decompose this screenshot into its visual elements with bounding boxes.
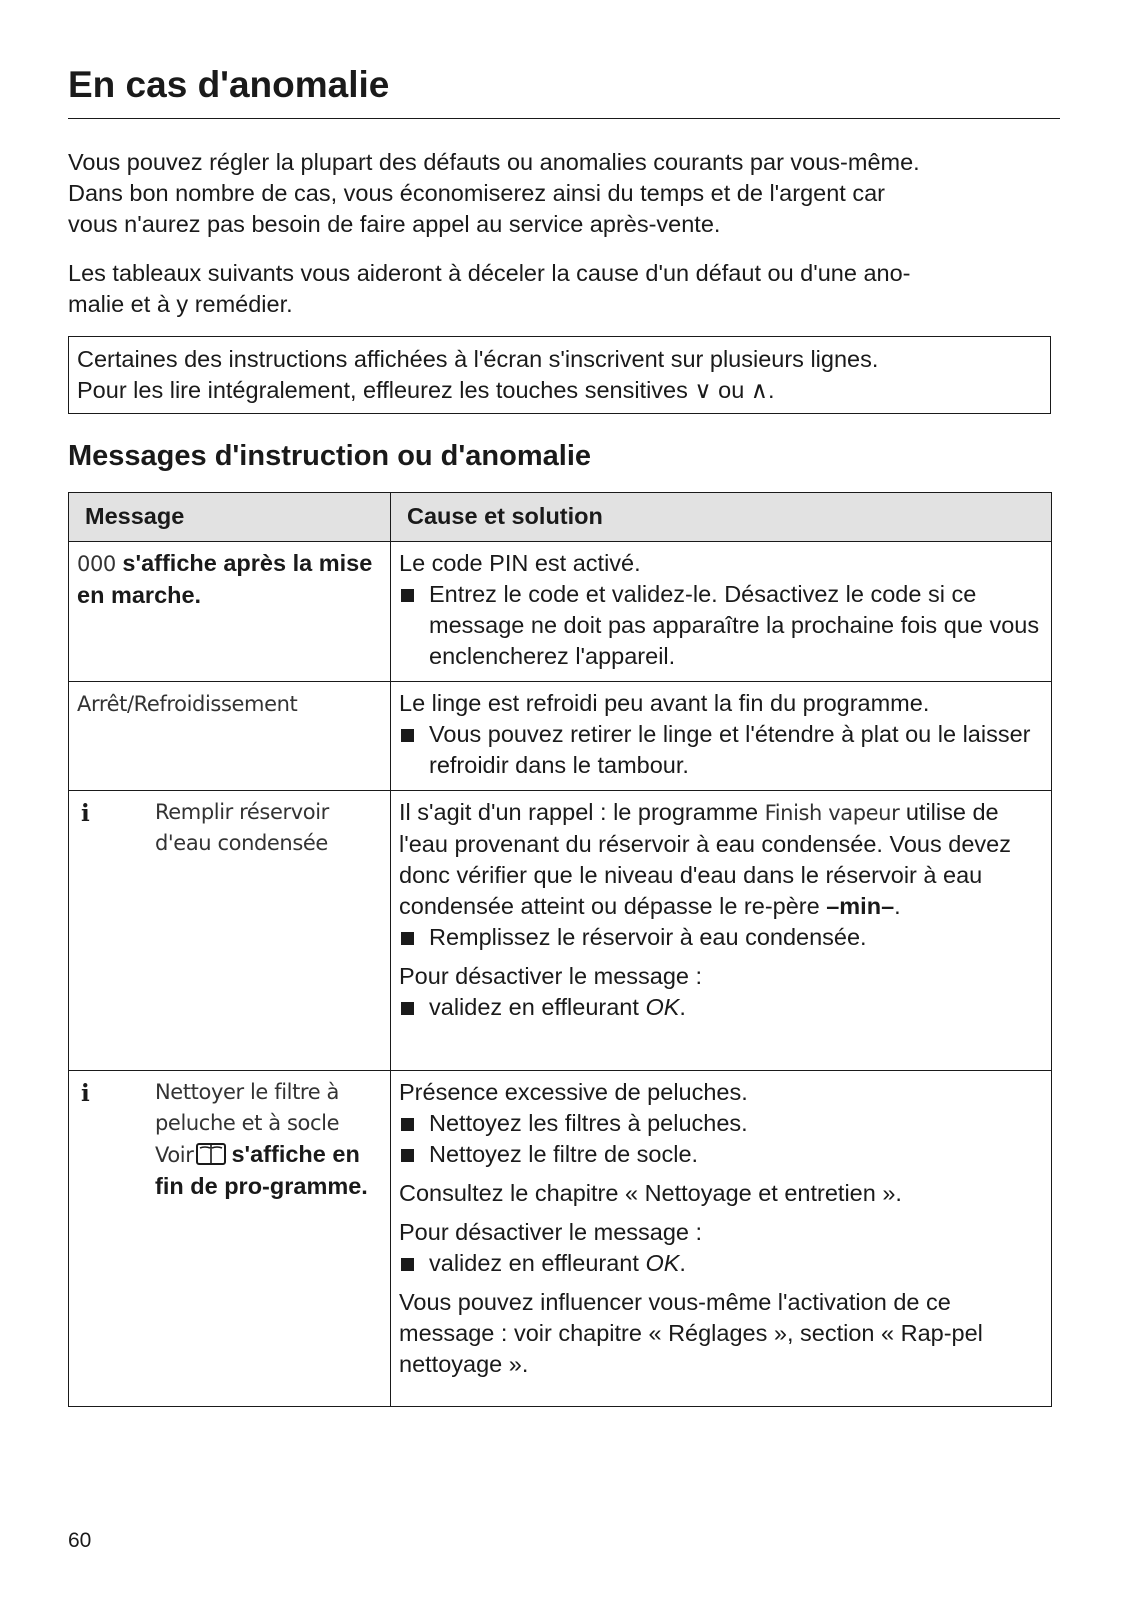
see-chapter-text: Consultez le chapitre « Nettoyage et entretien ». [399,1180,902,1206]
header-message: Message [69,493,391,542]
cause-cell [391,791,1052,1071]
bullet-square-icon [401,1258,414,1271]
cause-cell [391,1071,1052,1407]
solution-item [399,992,1043,1023]
note-line: Certaines des instructions affichées à l'écran s'inscrivent sur plusieurs lignes. [77,346,879,372]
cause-cell [391,542,1052,682]
display-line: d'eau condensée [155,831,328,855]
note-box [68,336,1051,414]
deactivate-text: Pour désactiver le message : [399,963,703,989]
info-message [77,1077,382,1202]
message-cell [69,1071,391,1407]
table-header-row [69,493,1052,542]
ok-key: OK [645,1250,680,1276]
solution-item [399,1139,1043,1170]
bullet-square-icon [401,589,414,602]
min-mark: –min– [826,893,895,919]
message-text: s'affiche en fin de pro-gramme. [155,1141,368,1199]
display-line: peluche et à socle [155,1111,340,1135]
cause-text: Le linge est refroidi peu avant la fin du programme. [399,690,930,716]
solution-text: Entrez le code et validez-le. Désactivez le code si ce message ne doit pas apparaître la prochaine fois que vous enclencherez l'appareil. [429,581,1040,669]
solution-item [399,1248,1043,1279]
bullet-square-icon [401,932,414,945]
messages-table [68,492,1052,1407]
intro-paragraph [68,147,1068,240]
intro-line: Dans bon nombre de cas, vous économiserez ainsi du temps et de l'argent car [68,180,885,206]
book-icon [195,1142,227,1166]
table-row [69,682,1052,791]
intro-line: Les tableaux suivants vous aideront à déceler la cause d'un défaut ou d'une ano- [68,260,911,286]
section-title: Messages d'instruction ou d'anomalie [68,440,592,472]
info-icon: i [81,1080,90,1107]
cause-cell [391,682,1052,791]
display-text: 000 [77,552,116,576]
bullet-square-icon [401,1118,414,1131]
table-row [69,542,1052,682]
solution-text: validez en effleurant [429,1250,646,1276]
display-line: Nettoyer le filtre à [155,1080,339,1104]
bullet-square-icon [401,729,414,742]
page-title: En cas d'anomalie [68,64,390,105]
intro-line: vous n'aurez pas besoin de faire appel au service après-vente. [68,211,721,237]
page-number: 60 [68,1529,92,1552]
solution-text: validez en effleurant [429,994,646,1020]
cause-text: Le code PIN est activé. [399,550,641,576]
table-row [69,791,1052,1071]
info-icon: i [81,800,90,827]
solution-item [399,579,1043,672]
bullet-square-icon [401,1149,414,1162]
cause-part: Il s'agit d'un rappel : le programme [399,799,765,825]
intro-line: malie et à y remédier. [68,291,293,317]
cause-part: . [894,893,901,919]
message-cell [69,682,391,791]
solution-text: Nettoyez le filtre de socle. [429,1141,699,1167]
info-message [77,797,382,859]
deactivate-text: Pour désactiver le message : [399,1219,703,1245]
intro-paragraph-2 [68,258,1068,320]
cause-text: Présence excessive de peluches. [399,1079,748,1105]
ok-key: OK [645,994,680,1020]
intro-line: Vous pouvez régler la plupart des défauts ou anomalies courants par vous-même. [68,149,920,175]
cause-part: utilise de l'eau provenant du réservoir à eau condensée. Vous devez donc vérifier que le niveau d'eau dans le réservoir à eau condensée atteint ou dépasse le re-père [399,799,1011,919]
solution-text: Nettoyez les filtres à peluches. [429,1110,748,1136]
message-cell [69,791,391,1071]
display-line: Remplir réservoir [155,800,329,824]
title-divider [68,118,1060,119]
solution-text: . [679,994,686,1020]
solution-text: Vous pouvez retirer le linge et l'étendre à plat ou le laisser refroidir dans le tambour. [429,721,1031,778]
influence-text: Vous pouvez influencer vous-même l'activation de ce message : voir chapitre « Réglages », section « Rap-pel nettoyage ». [399,1289,983,1377]
header-cause: Cause et solution [391,493,1052,542]
solution-item [399,922,1043,953]
solution-text: . [679,1250,686,1276]
message-text: s'affiche après la mise en marche. [77,550,373,608]
bullet-square-icon [401,1002,414,1015]
solution-item [399,719,1043,781]
program-name: Finish vapeur [764,801,900,825]
note-line: Pour les lire intégralement, effleurez les touches sensitives ∨ ou ∧. [77,377,775,403]
table-row [69,1071,1052,1407]
display-text: Arrêt/Refroidissement [77,692,298,716]
message-cell [69,542,391,682]
solution-item [399,1108,1043,1139]
display-line: Voir [155,1143,194,1167]
cause-text [399,797,1043,922]
solution-text: Remplissez le réservoir à eau condensée. [429,924,867,950]
